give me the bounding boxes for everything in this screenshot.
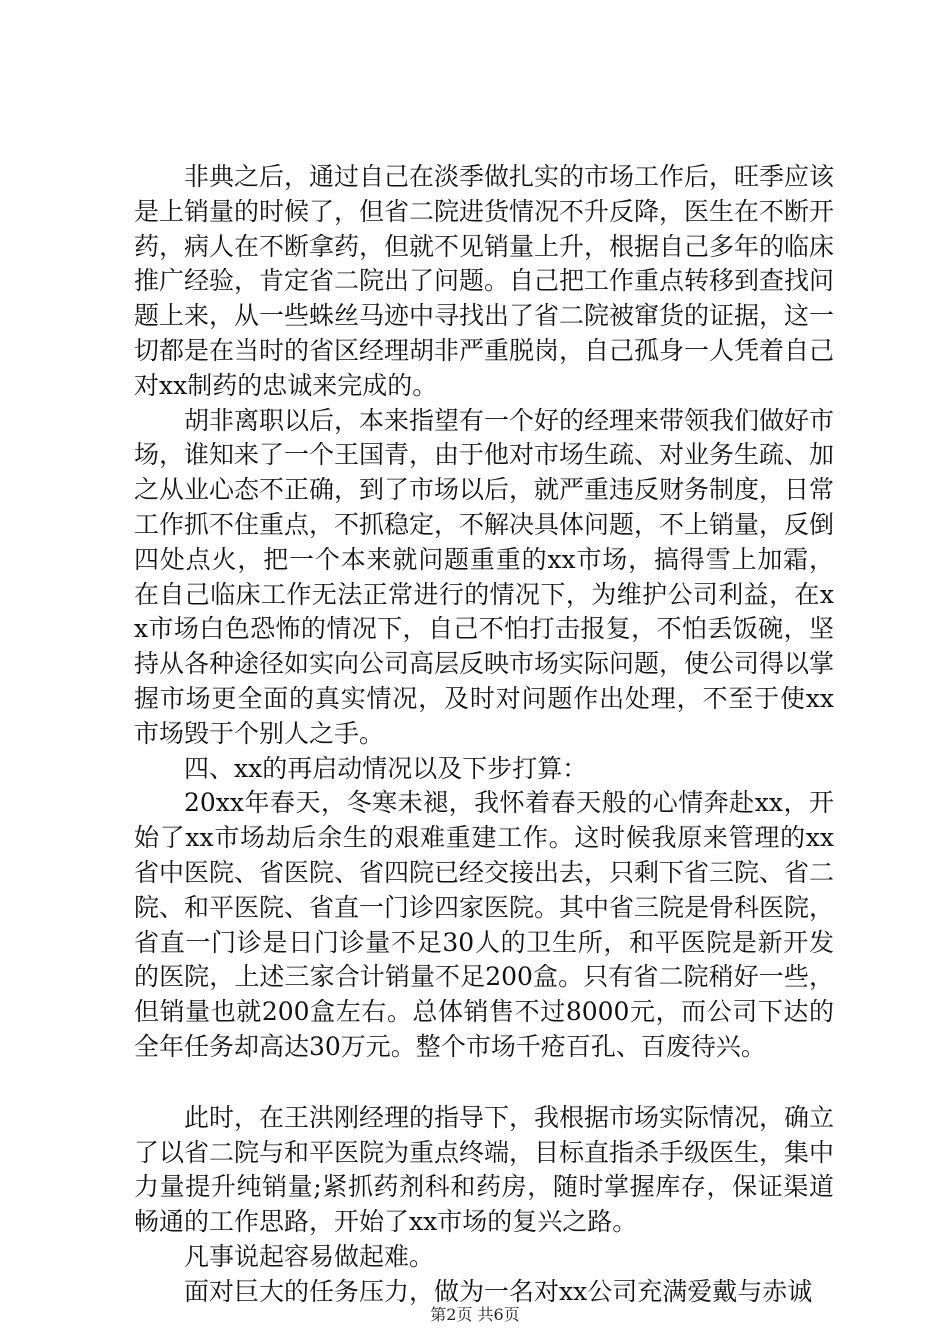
paragraph-2: 胡非离职以后，本来指望有一个好的经理来带领我们做好市场，谁知来了一个王国青，由于他对市场生疏、对业务生疏、加之从业心态不正确，到了市场以后，就严重违反财务制度，日常工作抓不住重点，不抓稳定，不解决具体问题，不上销量，反倒四处点火，把一个本来就问题重重的xx市场，搞得雪上加霜，在自己临床工作无法正常进行的情况下，为维护公司利益，在xx市场白色恐怖的情况下，自己不怕打击报复，不怕丢饭碗，坚持从各种途径如实向公司高层反映市场实际问题，使公司得以掌握市场更全面的真实情况，及时对问题作出处理，不至于使xx市场毁于个别人之手。 bbox=[134, 405, 835, 748]
paragraph-6: 面对巨大的任务压力，做为一名对xx公司充满爱戴与赤诚 bbox=[184, 1276, 813, 1306]
paragraph-3: 20xx年春天，冬寒未褪，我怀着春天般的心情奔赴xx，开始了xx市场劫后余生的艰难重建工作。这时候我原来管理的xx省中医院、省医院、省四院已经交接出去，只剩下省三院、省二院、和平医院、省直一门诊四家医院。其中省三院是骨科医院，省直一门诊是日门诊量不足30人的卫生所，和平医院是新开发的医院，上述三家合计销量不足200盒。只有省二院稍好一些，但销量也就200盒左右。总体销售不过8000元，而公司下达的全年任务却高达30万元。整个市场千疮百孔、百废待兴。 bbox=[134, 788, 835, 1061]
page-footer: 第2页 共6页 bbox=[430, 1305, 520, 1324]
document-body bbox=[134, 160, 834, 1310]
paragraph-1: 非典之后，通过自己在淡季做扎实的市场工作后，旺季应该是上销量的时候了，但省二院进货情况不升反降，医生在不断开药，病人在不断拿药，但就不见销量上升，根据自己多年的临床推广经验，肯定省二院出了问题。自己把工作重点转移到查找问题上来，从一些蛛丝马迹中寻找出了省二院被窜货的证据，这一切都是在当时的省区经理胡非严重脱岗，自己孤身一人凭着自己对xx制药的忠诚来完成的。 bbox=[134, 162, 835, 400]
paragraph-4: 此时，在王洪刚经理的指导下，我根据市场实际情况，确立了以省二院与和平医院为重点终端，目标直指杀手级医生，集中力量提升纯销量;紧抓药剂科和药房，随时掌握库存，保证渠道畅通的工作思路，开始了xx市场的复兴之路。 bbox=[134, 1102, 835, 1237]
section-heading: 四、xx的再启动情况以及下步打算： bbox=[184, 753, 588, 783]
paragraph-5: 凡事说起容易做起难。 bbox=[184, 1241, 435, 1271]
